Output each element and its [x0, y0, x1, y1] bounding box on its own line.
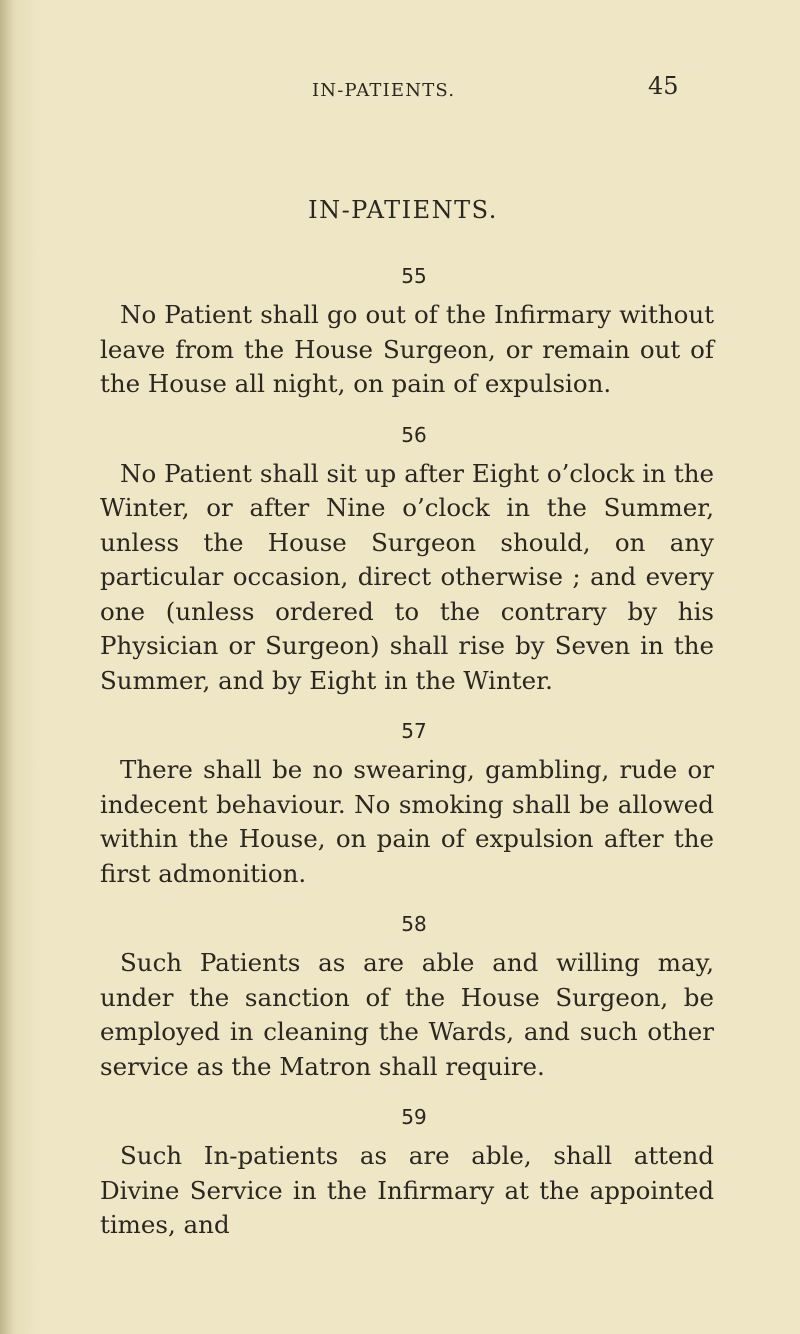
section-title: IN-PATIENTS. [308, 196, 498, 224]
rule-text: Such Patients as are able and willing may, under the sanction of the House Surgeon, be employed in cleaning the Wards, and such other service as the Matron shall require. [100, 948, 714, 1081]
rule-57 [100, 717, 714, 891]
rule-text: No Patient shall sit up after Eight o’clock in the Winter, or after Nine o’clock in the Summer, unless the House Surgeon should, on any particular occasion, direct otherwise ; and every one (unless ordered to the contrary by his Physician or Surgeon) shall rise by Seven in the Summer, and by Eight in the Winter. [100, 458, 714, 695]
rule-59 [100, 1103, 714, 1243]
rule-number: 55 [401, 264, 427, 288]
rule-text: Such In-patients as are able, shall attend Divine Service in the Infirmary at the appointed times, and [100, 1141, 714, 1239]
rule-text: There shall be no swearing, gambling, rude or indecent behaviour. No smoking shall be allowed within the House, on pain of expulsion after the first admonition. [100, 755, 714, 888]
rules-list [100, 262, 714, 1262]
rule-58 [100, 910, 714, 1084]
page-number: 45 [648, 72, 679, 100]
rule-56 [100, 421, 714, 699]
rule-number: 59 [401, 1105, 427, 1129]
rule-number: 57 [401, 719, 427, 743]
rule-number: 58 [401, 912, 427, 936]
rule-number: 56 [401, 422, 427, 447]
rule-text: No Patient shall go out of the Infirmary without leave from the House Surgeon, or remain out of the House all night, on pain of expulsion. [100, 300, 714, 398]
rule-55 [100, 262, 714, 402]
running-title: IN-PATIENTS. [312, 80, 456, 101]
running-header [0, 72, 800, 106]
